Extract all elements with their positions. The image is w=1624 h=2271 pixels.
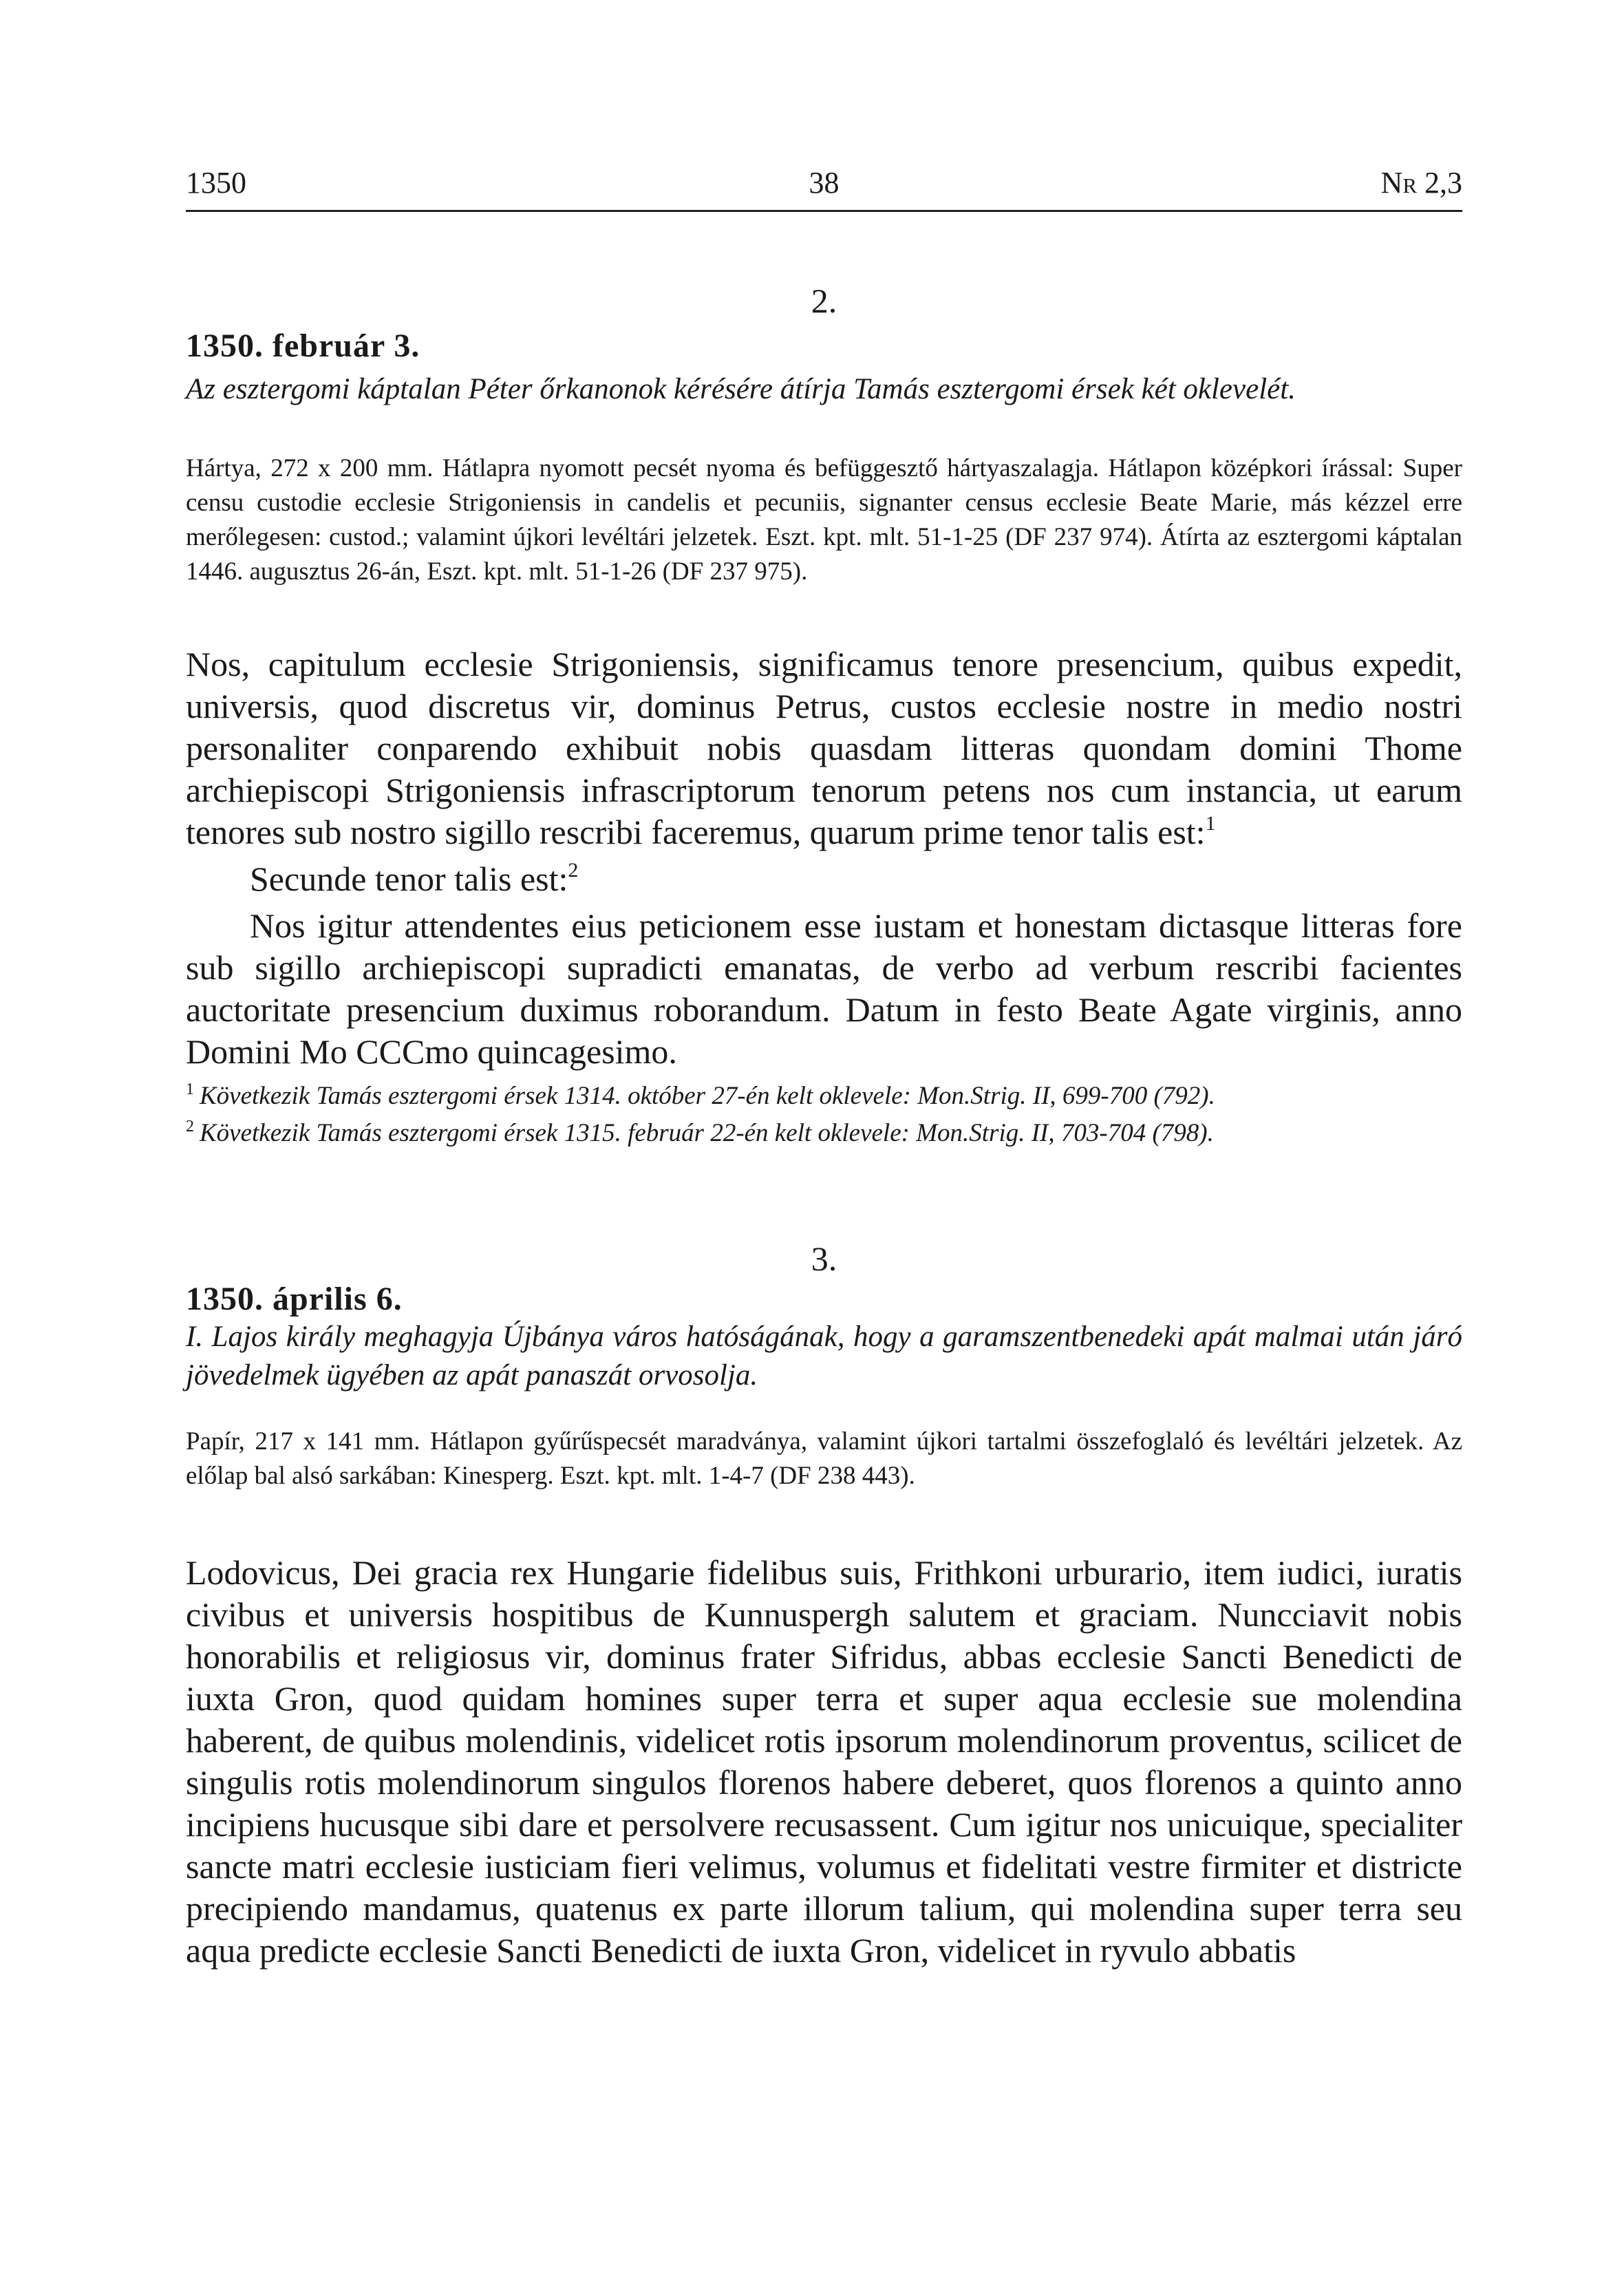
charter-date: 1350. február 3. <box>186 328 420 364</box>
text-paragraph <box>186 643 1462 858</box>
footnote <box>186 1079 1462 1116</box>
document-range-numbers: 2,3 <box>1424 166 1462 200</box>
footnote-text: Következik Tamás esztergomi érsek 1314. október 27-én kelt oklevele: Mon.Strig. II, 699-700 (792). <box>200 1082 1215 1110</box>
charter-description: Hártya, 272 x 200 mm. Hátlapra nyomott pecsét nyoma és befüggesztő hártyaszalagja. Hátlapon középkori írással: Super censu custodie ecclesie Strigoniensis in candelis et pecuniis, signanter census ecclesie Beate Marie, más kézzel erre merőlegesen: custod.; valamint újkori levéltári jelzetek. Eszt. kpt. mlt. 51-1-25 (DF 237 974). Átírta az esztergomi káptalan 1446. augusztus 26-án, Eszt. kpt. mlt. 51-1-26 (DF 237 975). <box>186 454 1462 586</box>
charter-description: Papír, 217 x 141 mm. Hátlapon gyűrűspecsét maradványa, valamint újkori tartalmi összefoglaló és levéltári jelzetek. Az előlap bal alsó sarkában: Kinesperg. Eszt. kpt. mlt. 1-4-7 (DF 238 443). <box>186 1427 1462 1490</box>
footnotes <box>186 1079 1462 1153</box>
footnote <box>186 1116 1462 1153</box>
charter-date: 1350. április 6. <box>186 1281 403 1317</box>
text-paragraph-body: Secunde tenor talis est: <box>250 860 568 898</box>
page <box>186 0 1462 2271</box>
text-paragraph <box>186 858 1462 905</box>
footnote-mark: 1 <box>186 1080 194 1098</box>
charter-text <box>186 1552 1462 1972</box>
running-head <box>186 165 1462 206</box>
footnote-reference: 2 <box>568 859 579 882</box>
charter-text <box>186 643 1462 1073</box>
document-range <box>1381 165 1462 200</box>
footnote-text: Következik Tamás esztergomi érsek 1315. február 22-én kelt oklevele: Mon.Strig. II, 703-704 (798). <box>200 1119 1214 1147</box>
text-paragraph: Nos igitur attendentes eius peticionem esse iustam et honestam dictasque litteras fore sub sigillo archiepiscopi supradicti emanatas, de verbo ad verbum rescribi facientes auctoritate presencium duximus roborandum. Datum in festo Beate Agate virginis, anno Domini Mo CCCmo quincagesimo. <box>186 906 1462 1071</box>
charter-number: 3. <box>811 1239 837 1278</box>
page-number: 38 <box>809 166 840 200</box>
footnote-mark: 2 <box>186 1118 194 1136</box>
document-range-prefix: Nr <box>1380 166 1417 200</box>
header-year: 1350 <box>186 166 246 200</box>
charter-number: 2. <box>811 281 837 320</box>
charter-summary: Az esztergomi káptalan Péter őrkanonok kérésére átírja Tamás esztergomi érsek két oklevelét. <box>186 373 1296 405</box>
text-paragraph: Lodovicus, Dei gracia rex Hungarie fidelibus suis, Frithkoni urburario, item iudici, iuratis civibus et universis hospitibus de Kunnuspergh salutem et graciam. Nuncciavit nobis honorabilis et religiosus vir, dominus frater Sifridus, abbas ecclesie Sancti Benedicti de iuxta Gron, quod quidam homines super terra et super aqua ecclesie sue molendina haberent, de quibus molendinis, videlicet rotis ipsorum molendinorum proventus, scilicet de singulis rotis molendinorum singulos florenos habere deberet, quos florenos a quinto anno incipiens hucusque sibi dare et persolvere recusassent. Cum igitur nos unicuique, specialiter sancte matri ecclesie iusticiam fieri velimus, volumus et fidelitati vestre firmiter et districte precipiendo mandamus, quatenus ex parte illorum talium, qui molendina super terra seu aqua predicte ecclesie Sancti Benedicti de iuxta Gron, videlicet in ryvulo abbatis <box>186 1553 1462 1970</box>
footnote-reference: 1 <box>1205 812 1216 835</box>
header-rule <box>186 210 1462 212</box>
charter-summary: I. Lajos király meghagyja Újbánya város hatóságának, hogy a garamszentbenedeki apát malmai után járó jövedelmek ügyében az apát panaszát orvosolja. <box>186 1321 1462 1392</box>
text-paragraph-body: Nos, capitulum ecclesie Strigoniensis, significamus tenore presencium, quibus expedit, universis, quod discretus vir, dominus Petrus, custos ecclesie nostre in medio nostri personaliter conparendo exhibuit nobis quasdam litteras quondam domini Thome archiepiscopi Strigoniensis infrascriptorum tenorum petens nos cum instancia, ut earum tenores sub nostro sigillo rescribi faceremus, quarum prime tenor talis est: <box>186 645 1462 851</box>
